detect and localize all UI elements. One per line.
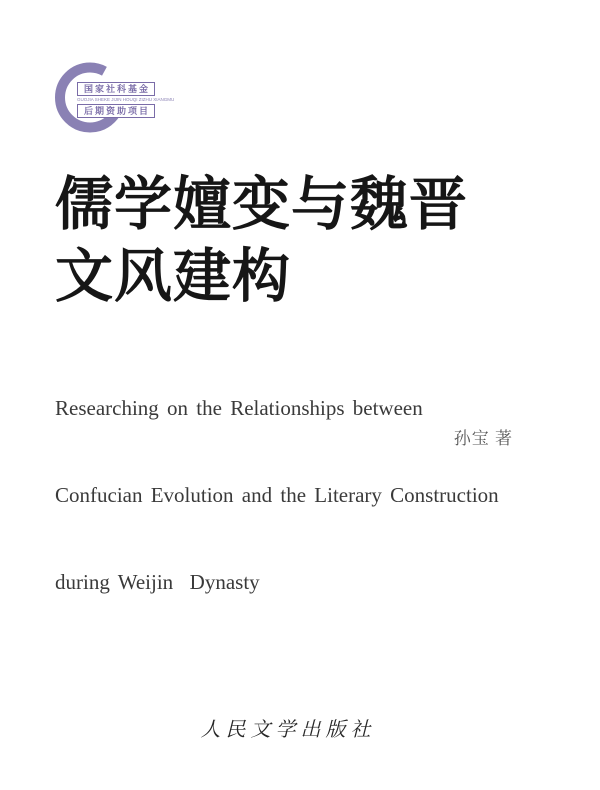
logo-pinyin-caption: GUOJIA SHEKE JIJIN HOUQI ZIZHU XIANGMU xyxy=(77,97,175,102)
english-subtitle xyxy=(55,336,499,655)
logo-text-block xyxy=(77,82,175,118)
publisher-imprint: 人民文学出版社 xyxy=(200,719,376,741)
english-subtitle-line3: during Weijin Dynasty xyxy=(55,570,260,594)
english-subtitle-line1: Researching on the Relationships between xyxy=(55,396,423,420)
book-title-line2: 文风建构 xyxy=(55,244,292,309)
book-title-line1: 儒学嬗变与魏晋 xyxy=(55,172,469,237)
nssf-funding-logo xyxy=(55,62,175,136)
english-subtitle-line2: Confucian Evolution and the Literary Construction xyxy=(55,483,499,507)
author-byline: 孙宝 著 xyxy=(453,429,513,448)
logo-line1-box: 国家社科基金 xyxy=(77,82,155,96)
logo-line2-box: 后期资助项目 xyxy=(77,104,155,118)
book-title xyxy=(55,169,468,313)
